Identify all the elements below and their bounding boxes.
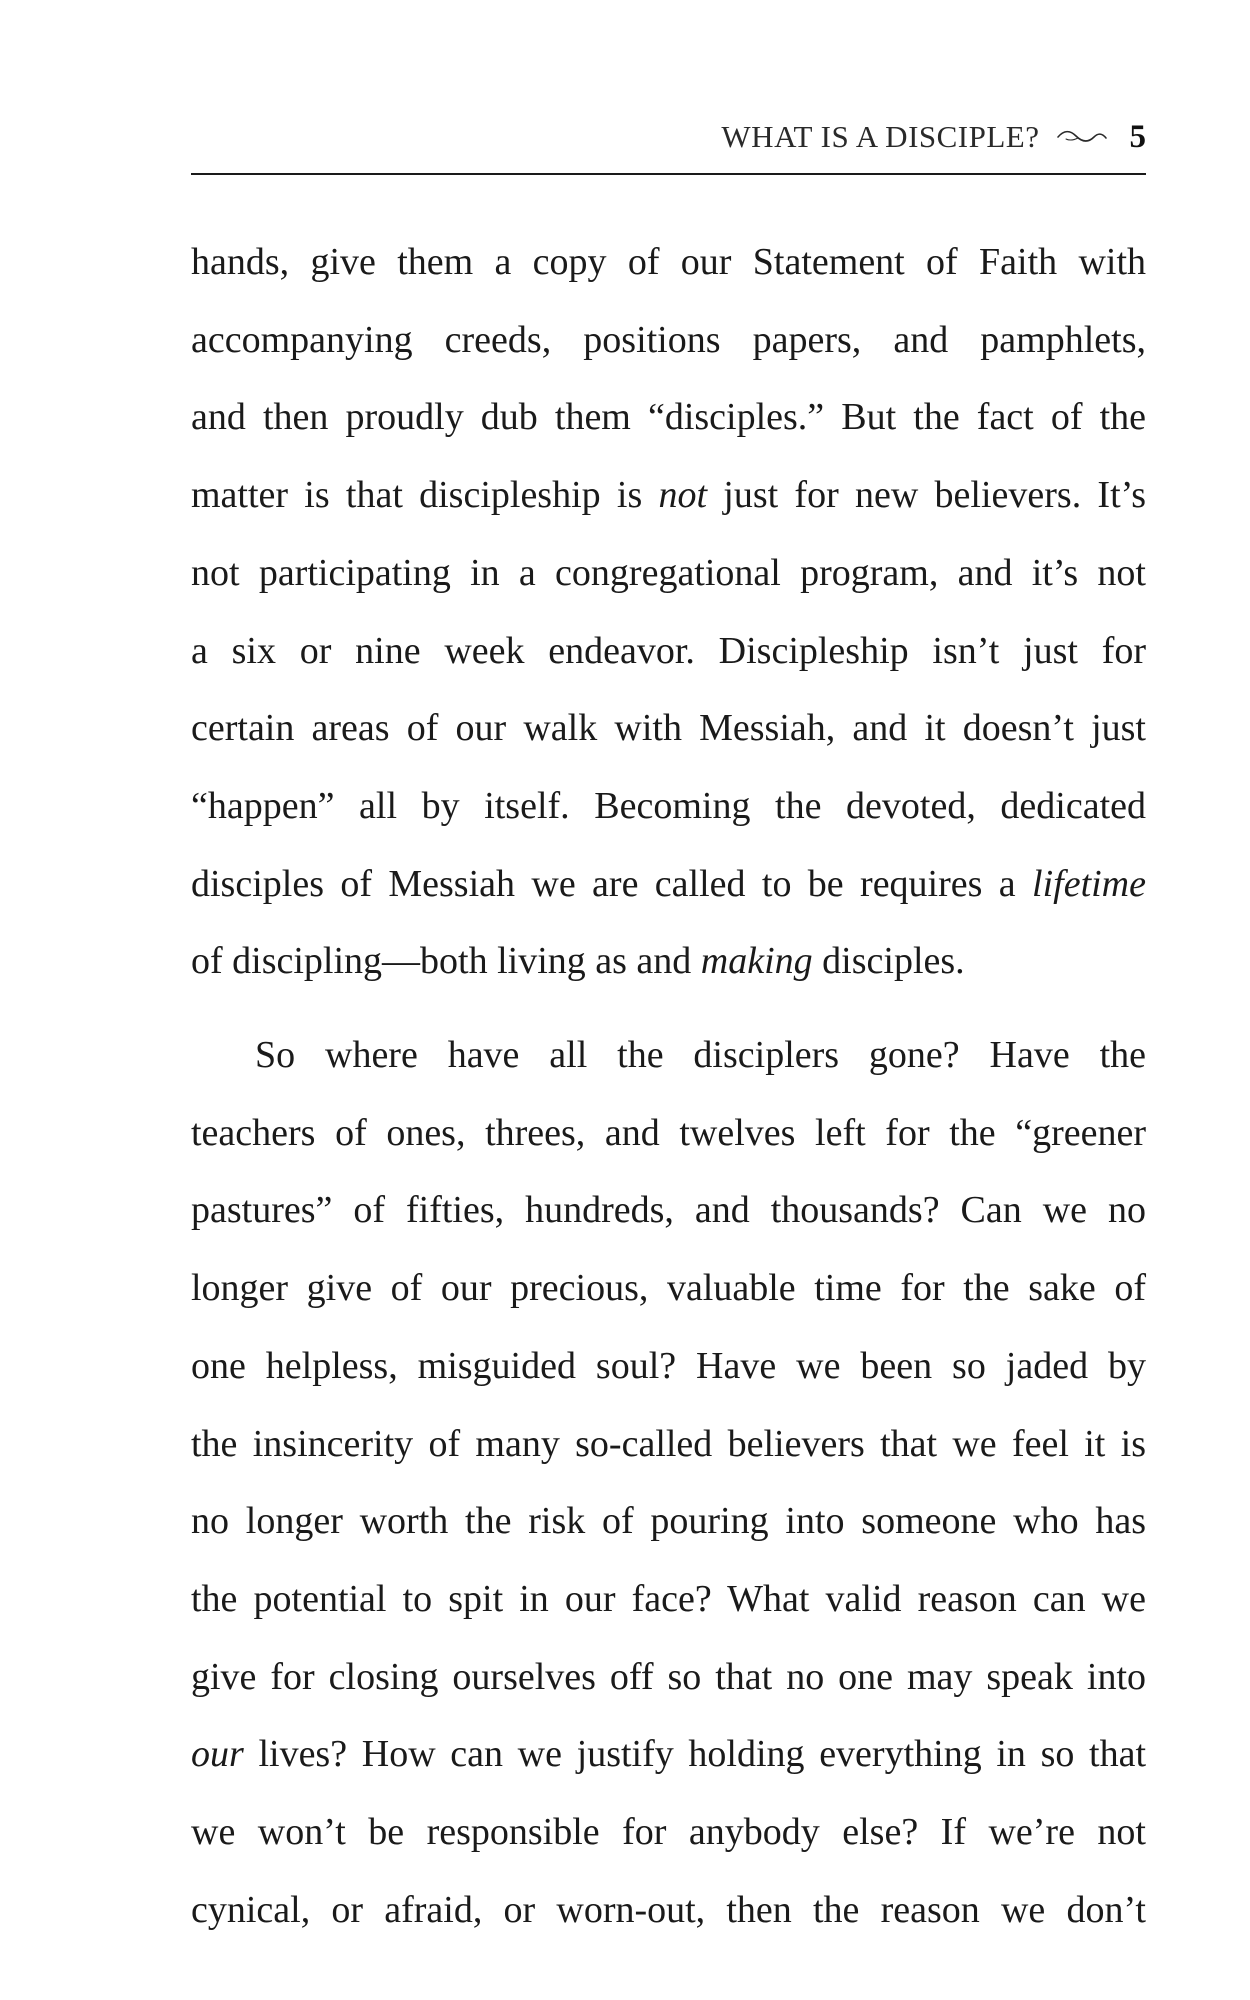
- text-run: lives? How can we justify holding everything in so that: [243, 1733, 1146, 1776]
- text-line: one helpless, misguided soul? Have we been so jaded by: [191, 1344, 1146, 1387]
- page-number: 5: [1129, 118, 1146, 155]
- tilde-swash-ornament-icon: [1056, 127, 1108, 147]
- text-run: matter is that discipleship is: [191, 474, 659, 517]
- running-header: [191, 112, 1146, 162]
- text-run: of discipling—both living as and: [191, 940, 701, 983]
- text-line: So where have all the disciplers gone? Have the: [255, 1034, 1146, 1077]
- text-line: [191, 457, 1146, 535]
- header-rule: [191, 173, 1146, 175]
- book-page: [191, 0, 1146, 2000]
- text-line: [191, 846, 1146, 924]
- text-line: a six or nine week endeavor. Discipleship isn’t just for: [191, 629, 1146, 672]
- running-header-title: WHAT IS A DISCIPLE?: [721, 119, 1040, 154]
- text-line: we won’t be responsible for anybody else? If we’re not: [191, 1811, 1146, 1854]
- emphasis: lifetime: [1032, 862, 1146, 905]
- text-line: [191, 1716, 1146, 1794]
- text-line: the insincerity of many so-called believers that we feel it is: [191, 1422, 1146, 1465]
- text-line: hands, give them a copy of our Statement of Faith with: [191, 241, 1146, 283]
- emphasis: making: [700, 940, 813, 983]
- text-line: and then proudly dub them “disciples.” But the fact of the: [191, 396, 1146, 439]
- text-line: give for closing ourselves off so that no one may speak into: [191, 1655, 1146, 1698]
- text-line: longer give of our precious, valuable time for the sake of: [191, 1267, 1146, 1310]
- paragraph-2: [191, 1017, 1146, 1949]
- emphasis: not: [658, 474, 708, 517]
- text-line: pastures” of fifties, hundreds, and thousands? Can we no: [191, 1189, 1146, 1232]
- text-line: no longer worth the risk of pouring into someone who has: [191, 1500, 1146, 1543]
- text-run: disciples of Messiah we are called to be requires a: [191, 862, 1033, 905]
- emphasis: our: [191, 1733, 244, 1776]
- text-line: accompanying creeds, positions papers, and pamphlets,: [191, 318, 1146, 361]
- text-run: just for new believers. It’s: [707, 474, 1146, 517]
- text-line: [191, 923, 1146, 1001]
- text-line: the potential to spit in our face? What valid reason can we: [191, 1577, 1146, 1620]
- text-line: teachers of ones, threes, and twelves left for the “greener: [191, 1111, 1146, 1154]
- text-line: cynical, or afraid, or worn-out, then the reason we don’t: [191, 1888, 1146, 1931]
- paragraph-1: [191, 224, 1146, 1001]
- text-line: “happen” all by itself. Becoming the devoted, dedicated: [191, 784, 1146, 827]
- text-line: not participating in a congregational program, and it’s not: [191, 551, 1146, 594]
- paragraph-gap: [191, 1001, 1146, 1017]
- text-line: certain areas of our walk with Messiah, and it doesn’t just: [191, 707, 1146, 750]
- text-run: disciples.: [812, 940, 965, 983]
- body-text: [191, 224, 1146, 1949]
